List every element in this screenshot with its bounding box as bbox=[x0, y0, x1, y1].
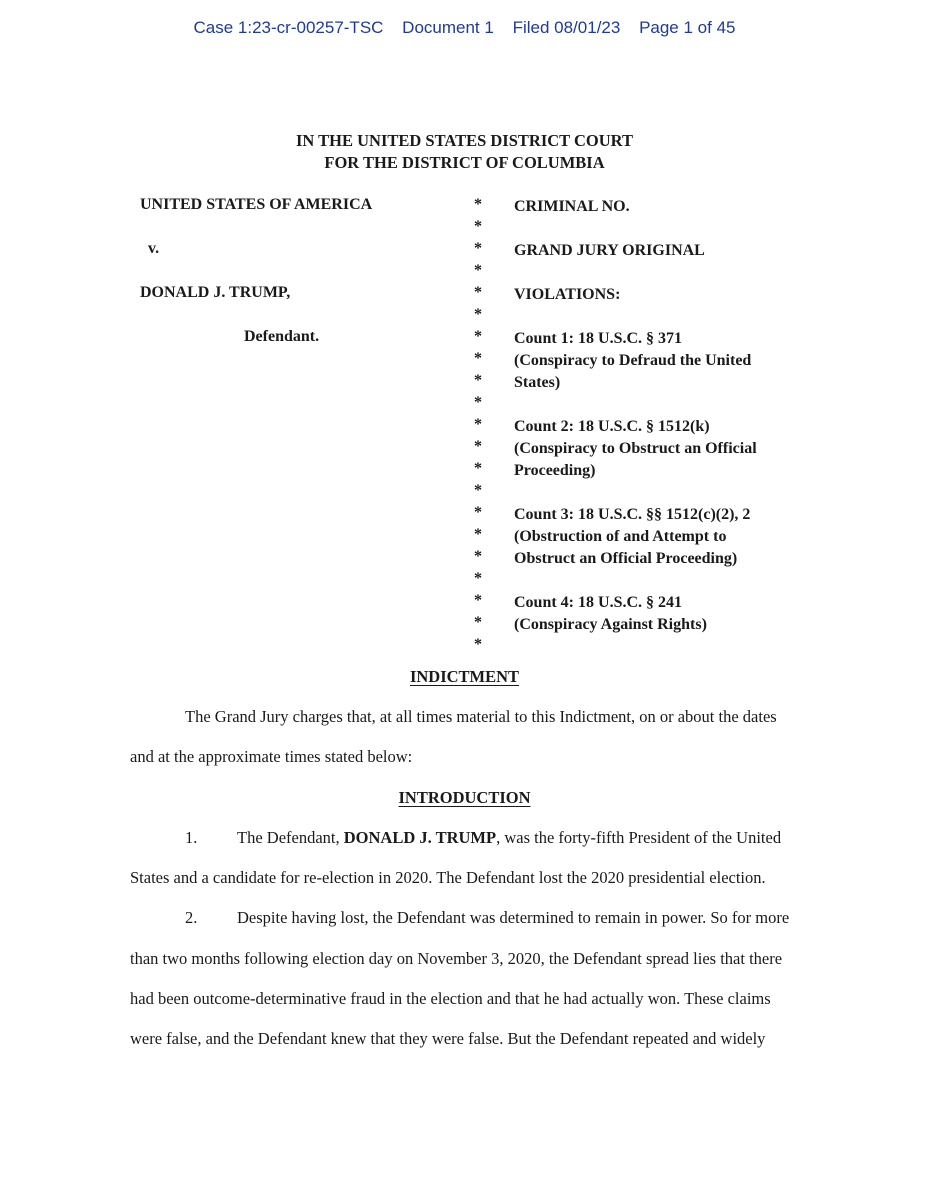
page-indicator: Page 1 of 45 bbox=[639, 18, 736, 37]
caption-star: * bbox=[474, 592, 482, 609]
count-1-desc-cont: States) bbox=[514, 374, 561, 391]
paragraph-2-line-1: 2. Despite having lost, the Defendant was determined to remain in power. So for more bbox=[185, 908, 790, 927]
caption-star: * bbox=[474, 284, 482, 301]
indictment-line-1: The Grand Jury charges that, at all times material to this Indictment, on or about the dates bbox=[185, 707, 777, 726]
caption-star: * bbox=[474, 328, 482, 345]
paragraph-2-line-2: than two months following election day on November 3, 2020, the Defendant spread lies that there bbox=[130, 949, 783, 968]
paragraph-1-number: 1. bbox=[185, 828, 198, 847]
caption-star: * bbox=[474, 196, 482, 213]
introduction-heading: INTRODUCTION bbox=[398, 788, 531, 807]
indictment-line-2: and at the approximate times stated below: bbox=[130, 747, 413, 766]
defendant-label: Defendant. bbox=[244, 328, 320, 345]
count-1 bbox=[514, 328, 844, 394]
count-3-desc: (Obstruction of and Attempt to bbox=[514, 528, 727, 545]
caption-star: * bbox=[474, 394, 482, 411]
versus: v. bbox=[148, 240, 160, 257]
count-2-desc-cont: Proceeding) bbox=[514, 462, 596, 479]
count-4-desc: (Conspiracy Against Rights) bbox=[514, 616, 707, 633]
defendant-name-inline: DONALD J. TRUMP bbox=[343, 828, 497, 847]
plaintiff: UNITED STATES OF AMERICA bbox=[140, 196, 373, 213]
violations-label: VIOLATIONS: bbox=[514, 286, 621, 303]
caption-star: * bbox=[474, 526, 482, 543]
court-line-2: FOR THE DISTRICT OF COLUMBIA bbox=[324, 153, 605, 172]
caption-star: * bbox=[474, 504, 482, 521]
count-2-desc: (Conspiracy to Obstruct an Official bbox=[514, 440, 757, 457]
caption-star: * bbox=[474, 372, 482, 389]
count-4-statute: Count 4: 18 U.S.C. § 241 bbox=[514, 594, 683, 611]
caption-star: * bbox=[474, 416, 482, 433]
paragraph-2-line-4: were false, and the Defendant knew that they were false. But the Defendant repeated and widely bbox=[130, 1029, 766, 1048]
caption-star: * bbox=[474, 262, 482, 279]
count-3 bbox=[514, 504, 844, 570]
count-2 bbox=[514, 416, 844, 482]
caption-star: * bbox=[474, 438, 482, 455]
count-1-desc: (Conspiracy to Defraud the United bbox=[514, 352, 752, 369]
paragraph-1-line-2: States and a candidate for re-election in 2020. The Defendant lost the 2020 presidential election. bbox=[130, 868, 766, 887]
document-number: Document 1 bbox=[402, 18, 494, 37]
paragraph-2-number: 2. bbox=[185, 908, 198, 927]
caption-star: * bbox=[474, 570, 482, 587]
caption-star: * bbox=[474, 636, 482, 653]
caption-star: * bbox=[474, 482, 482, 499]
count-1-statute: Count 1: 18 U.S.C. § 371 bbox=[514, 330, 683, 347]
caption-star: * bbox=[474, 350, 482, 367]
caption-star: * bbox=[474, 218, 482, 235]
caption-star: * bbox=[474, 548, 482, 565]
court-line-1: IN THE UNITED STATES DISTRICT COURT bbox=[295, 131, 633, 150]
indictment-heading: INDICTMENT bbox=[409, 667, 520, 686]
caption-star: * bbox=[474, 306, 482, 323]
count-4 bbox=[514, 592, 844, 636]
count-3-desc-cont: Obstruct an Official Proceeding) bbox=[514, 550, 738, 567]
caption-star: * bbox=[474, 240, 482, 257]
filing-stamp bbox=[0, 18, 929, 38]
caption-star: * bbox=[474, 614, 482, 631]
grand-jury-label: GRAND JURY ORIGINAL bbox=[514, 242, 705, 259]
filed-date: Filed 08/01/23 bbox=[512, 18, 621, 37]
defendant-name: DONALD J. TRUMP, bbox=[140, 284, 291, 301]
paragraph-2-line-3: had been outcome-determinative fraud in the election and that he had actually won. These claims bbox=[130, 989, 771, 1008]
case-number: Case 1:23-cr-00257-TSC bbox=[193, 18, 384, 37]
paragraph-1-line-1: 1. The Defendant, DONALD J. TRUMP, was the forty-fifth President of the United bbox=[185, 828, 782, 847]
count-2-statute: Count 2: 18 U.S.C. § 1512(k) bbox=[514, 418, 710, 435]
criminal-number: CRIMINAL NO. bbox=[514, 198, 630, 215]
court-heading bbox=[0, 130, 929, 174]
count-3-statute: Count 3: 18 U.S.C. §§ 1512(c)(2), 2 bbox=[514, 506, 751, 523]
caption-star: * bbox=[474, 460, 482, 477]
